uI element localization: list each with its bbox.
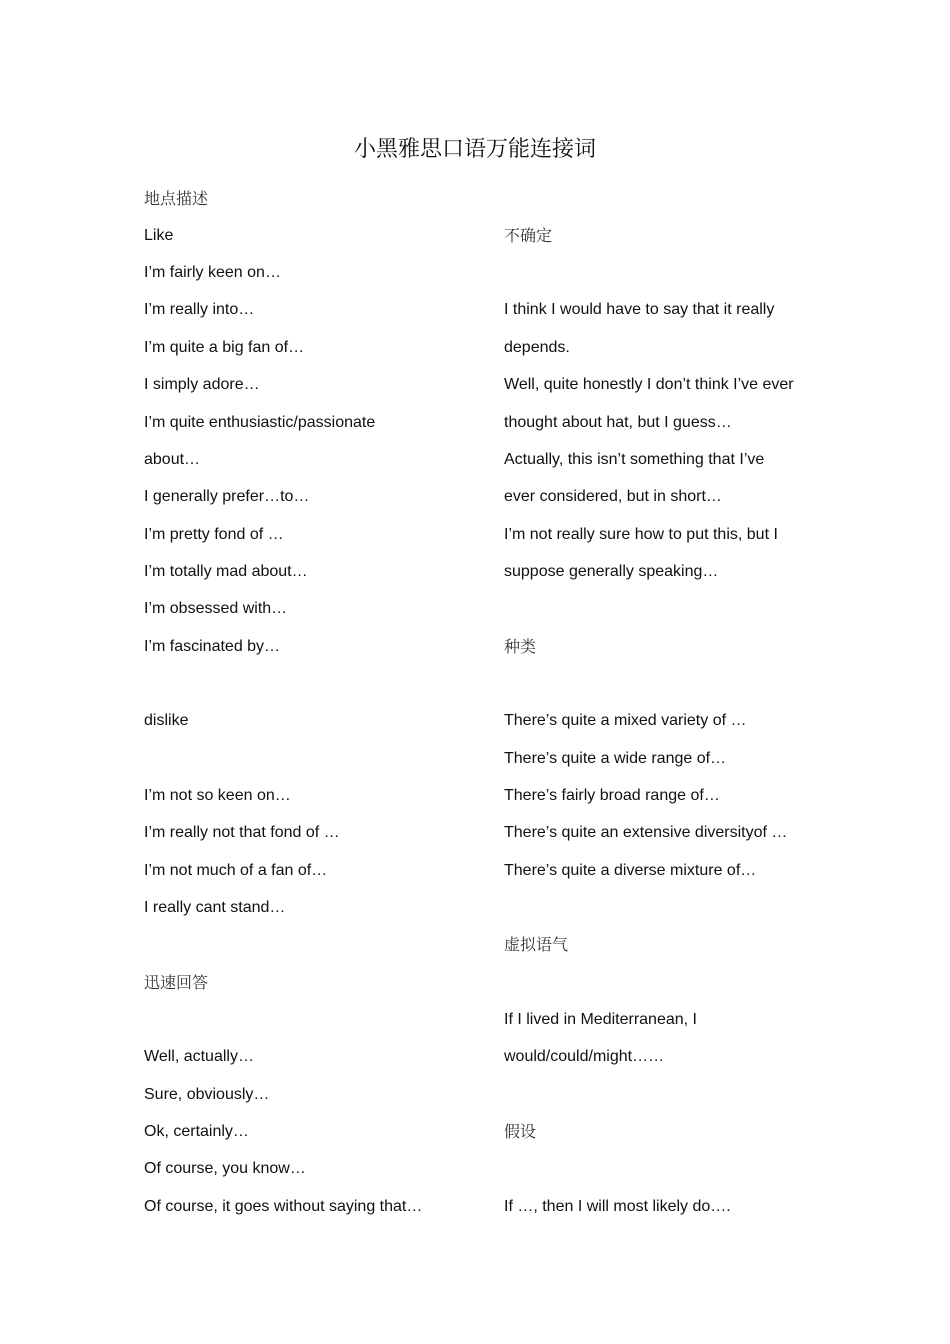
subheading-dislike: dislike [144,712,189,729]
section-heading-place: 地点描述 [144,189,209,208]
section-heading-variety: 种类 [504,637,537,656]
list-item: depends. [504,339,570,356]
list-item: I’m fairly keen on… [144,264,281,281]
subheading-like: Like [144,227,174,244]
section-heading-quick-answer: 迅速回答 [144,973,209,992]
list-item: There’s quite a diverse mixture of… [504,862,757,879]
list-item: I generally prefer…to… [144,488,310,505]
section-heading-hypothesis: 假设 [504,1122,537,1141]
list-item: There’s quite an extensive diversityof … [504,824,788,841]
list-item: Well, actually… [144,1048,254,1065]
list-item: There’s quite a wide range of… [504,750,727,767]
list-item: about… [144,451,201,468]
list-item: I’m pretty fond of … [144,526,284,543]
list-item: Ok, certainly… [144,1123,249,1140]
list-item: would/could/might…… [504,1048,665,1065]
list-item: I’m not much of a fan of… [144,862,328,879]
list-item: Sure, obviously… [144,1086,270,1103]
list-item: I’m not so keen on… [144,787,291,804]
list-item: I really cant stand… [144,899,286,916]
list-item: There’s fairly broad range of… [504,787,720,804]
list-item: I’m fascinated by… [144,638,281,655]
list-item: I’m really not that fond of … [144,824,340,841]
section-heading-subjunctive: 虚拟语气 [504,935,569,954]
list-item: I simply adore… [144,376,260,393]
list-item: ever considered, but in short… [504,488,722,505]
list-item: I’m really into… [144,301,255,318]
section-heading-uncertain: 不确定 [504,226,553,245]
list-item: I think I would have to say that it really [504,301,775,318]
list-item: There’s quite a mixed variety of … [504,712,747,729]
list-item: Well, quite honestly I don’t think I’ve ever [504,376,794,393]
list-item: I’m quite enthusiastic/passionate [144,414,376,431]
list-item: If I lived in Mediterranean, I [504,1011,697,1028]
list-item: Of course, it goes without saying that… [144,1198,423,1215]
list-item: Actually, this isn’t something that I’ve [504,451,765,468]
list-item: I’m quite a big fan of… [144,339,305,356]
list-item: I’m not really sure how to put this, but I [504,526,778,543]
list-item: If …, then I will most likely do…. [504,1198,731,1215]
document-title: 小黑雅思口语万能连接词 [353,137,596,162]
list-item: suppose generally speaking… [504,563,719,580]
list-item: I’m totally mad about… [144,563,308,580]
list-item: thought about hat, but I guess… [504,414,732,431]
list-item: I’m obsessed with… [144,600,288,617]
list-item: Of course, you know… [144,1160,306,1177]
